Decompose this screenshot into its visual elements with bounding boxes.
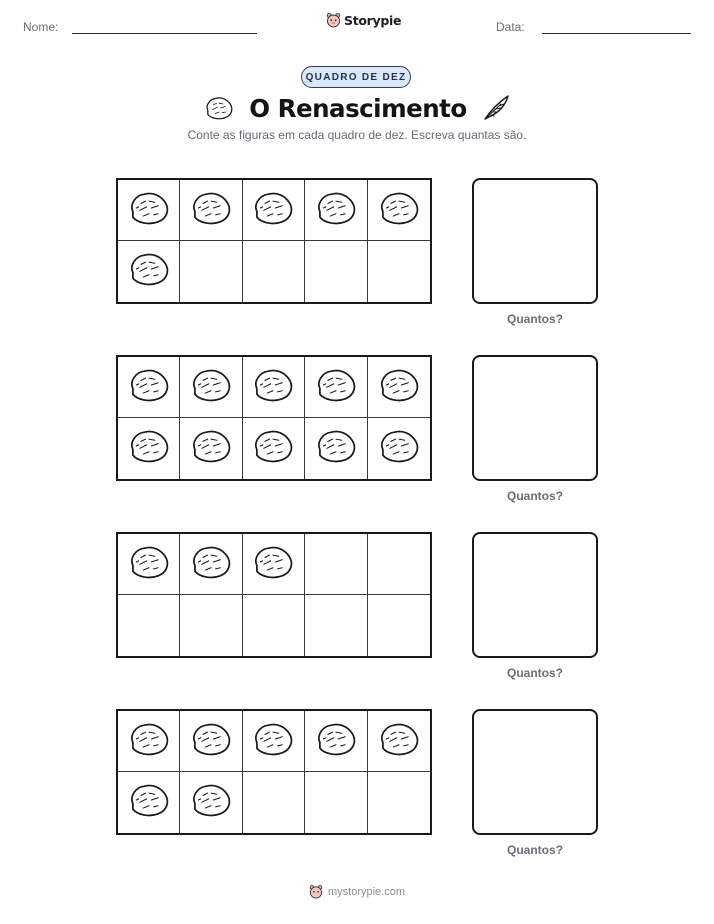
ten-frame-cell [368,595,430,656]
rock-icon [188,426,234,471]
answer-box[interactable] [472,709,598,835]
ten-frame-cell [305,595,367,656]
feather-icon [481,93,511,123]
ten-frame-cell [180,418,242,479]
ten-frame-cell [368,357,430,418]
ten-frame-cell [305,241,367,302]
rock-icon [376,719,422,764]
ten-frame-cell [243,357,305,418]
rock-icon [376,426,422,471]
rock-icon [188,542,234,587]
ten-frame-grid [116,355,432,481]
ten-frame-cell [368,180,430,241]
rock-icon [126,719,172,764]
date-label: Data: [496,20,525,34]
footer [0,884,714,899]
rock-icon [188,365,234,410]
ten-frame-cell [305,418,367,479]
answer-box[interactable] [472,178,598,304]
ten-frame-cell [243,534,305,595]
ten-frame-cell [305,772,367,833]
ten-frame-cell [368,241,430,302]
page-title: O Renascimento [249,93,467,123]
rock-icon [250,365,296,410]
storypie-mascot-icon [309,884,323,899]
rock-icon [376,365,422,410]
ten-frame-cell [180,180,242,241]
answer-label: Quantos? [507,843,563,857]
footer-url[interactable]: mystorypie.com [327,885,406,898]
ten-frame-cell [118,534,180,595]
ten-frame-cell [180,357,242,418]
rock-icon [313,188,359,233]
ten-frame-cell [118,772,180,833]
title-row [0,90,714,126]
answer-label: Quantos? [507,312,563,326]
ten-frame-cell [368,418,430,479]
ten-frame-cell [305,180,367,241]
brand-name: Storypie [344,12,402,28]
ten-frame-cell [118,711,180,772]
rock-icon [126,249,172,294]
rock-icon [250,719,296,764]
ten-frame-cell [118,241,180,302]
ten-frame-cell [243,595,305,656]
ten-frame-cell [368,534,430,595]
ten-frame-cell [305,711,367,772]
answer-label: Quantos? [507,666,563,680]
rock-icon [188,780,234,825]
storypie-mascot-icon [326,12,341,28]
rock-icon [376,188,422,233]
rock-icon [250,542,296,587]
rock-icon [126,426,172,471]
rock-icon [313,426,359,471]
ten-frame-cell [180,711,242,772]
rock-icon [250,188,296,233]
rock-icon [126,188,172,233]
rock-icon [126,780,172,825]
instructions: Conte as figuras em cada quadro de dez. Escreva quantas são. [187,128,527,142]
ten-frame-cell [180,534,242,595]
ten-frame-cell [118,180,180,241]
brand-logo [326,12,401,28]
ten-frame-cell [118,595,180,656]
answer-box[interactable] [472,355,598,481]
ten-frame-grid [116,178,432,304]
rock-icon [313,719,359,764]
ten-frame-cell [243,711,305,772]
rock-icon [188,188,234,233]
ten-frame-cell [118,357,180,418]
rock-icon [126,365,172,410]
ten-frame-cell [243,772,305,833]
ten-frame-cell [180,772,242,833]
ten-frame-cell [180,241,242,302]
ten-frame-cell [368,711,430,772]
ten-frame-cell [368,772,430,833]
ten-frame-cell [305,357,367,418]
ten-frame-cell [243,418,305,479]
rock-icon [188,719,234,764]
answer-label: Quantos? [507,489,563,503]
rock-icon [250,426,296,471]
rock-icon [203,94,235,122]
ten-frame-cell [243,241,305,302]
rock-icon [313,365,359,410]
date-line[interactable] [542,33,691,34]
name-line[interactable] [72,33,257,34]
answer-box[interactable] [472,532,598,658]
ten-frame-cell [180,595,242,656]
ten-frame-cell [305,534,367,595]
ten-frame-grid [116,532,432,658]
name-label: Nome: [23,20,59,34]
ten-frame-cell [243,180,305,241]
worksheet-type-badge: QUADRO DE DEZ [301,66,411,88]
ten-frame-cell [118,418,180,479]
rock-icon [126,542,172,587]
ten-frame-grid [116,709,432,835]
